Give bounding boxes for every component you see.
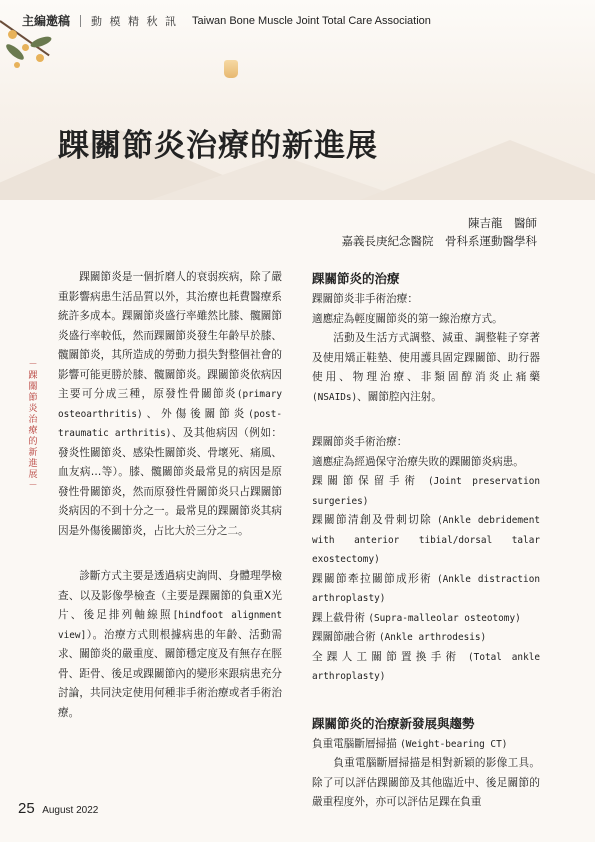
leaf-decoration — [29, 34, 52, 49]
surgical-item — [312, 628, 540, 648]
article-title: 踝關節炎治療的新進展 — [58, 128, 378, 164]
surgical-item-name: 踝關節保留手術 — [312, 475, 420, 487]
issue-date: August 2022 — [42, 805, 99, 816]
flower-decoration — [14, 62, 20, 68]
surgical-item-name: 踝關節融合術 — [312, 631, 376, 643]
surgical-item-name: 踝關節清創及骨刺切除 — [312, 514, 433, 526]
surgical-item-name: 全踝人工關節置換手術 — [312, 650, 461, 663]
surgical-item — [312, 609, 540, 629]
indication-text: 適應症為經過保守治療失敗的踝關節炎病患。 — [312, 455, 524, 468]
paragraph-text: ）。治療方式則根據病患的年齡、活動需求、關節炎的嚴重度、關節穩定度及有無存在脛骨、距骨、後足或踝關節內的變形來跟病患充分討論，共同決定使用何種非手術治療或者手術治療。 — [58, 628, 282, 719]
surgical-item-name: 踝關節牽拉關節成形術 — [312, 572, 433, 585]
body-paragraph — [312, 329, 540, 407]
left-column — [58, 268, 282, 723]
surgical-item-english: (Ankle arthrodesis) — [378, 632, 487, 643]
subheading — [312, 735, 540, 755]
lantern-icon — [224, 60, 238, 78]
surgical-item-english: (Total ankle arthroplasty) — [312, 651, 541, 682]
flower-decoration — [22, 44, 29, 51]
body-paragraph — [58, 567, 282, 723]
mountain-decoration — [360, 140, 595, 200]
side-vertical-label: － 踝關節炎治療的新進展 － — [28, 360, 38, 491]
paragraph-text: 踝關節炎是一個折磨人的衰弱疾病，除了嚴重影響病患生活品質以外，其治療也耗費醫療系統許多成本。踝關節炎盛行率雖然比膝、髖關節炎盛行率較低，然而踝關節炎發生年齡早於膝、髖關節炎，其所造成的勞動力損失對整個社會的影響可能更勝於膝、髖關節炎。踝關節炎依病因主要可分成三種，原發性骨關節炎 — [58, 271, 282, 400]
section-heading: 踝關節炎的治療新發展與趨勢 — [312, 715, 475, 731]
surgical-item-english: (Ankle distraction arthroplasty) — [312, 573, 540, 604]
page-number: 25 — [18, 800, 35, 817]
subheading: 踝關節炎手術治療： — [312, 436, 408, 448]
body-paragraph: 負重電腦斷層掃描是相對新穎的影像工具。除了可以評估踝關節及其他臨近中、後足關節的嚴重程度外，亦可以評估足踝在負重 — [312, 757, 540, 808]
english-term: [hindfoot alignment view] — [58, 610, 282, 641]
header-banner — [0, 0, 595, 200]
paragraph-text: 診斷方式主要是透過病史詢問、身體理學檢查、以及影像學檢查（主要是踝關節的負重X光片、後足排列軸線照 — [58, 570, 282, 621]
paragraph-text: 、外傷後關節炎 — [142, 407, 249, 420]
paragraph-text: 、及其他病因（例如：發炎性關節炎、感染性關節炎、骨壞死、痛風、血友病…等）。膝、髖關節炎最常見的病因是原發性骨關節炎，然而原發性骨關節炎只占踝關節炎病因的不到十分之一。最常見的踝關節炎其病因是外傷後關節炎，占比大於三分之二。 — [58, 427, 282, 537]
surgical-item-name: 踝上截骨術 — [312, 611, 365, 624]
running-header — [22, 12, 431, 29]
surgical-item — [312, 472, 540, 511]
section-label: 主編邀稿 — [22, 14, 71, 28]
newsletter-label: 動 模 精 秋 訊 — [91, 14, 179, 28]
flower-decoration — [36, 54, 44, 62]
english-term: (NSAIDs) — [312, 391, 358, 403]
surgical-item-english: (Supra-malleolar osteotomy) — [368, 612, 521, 624]
surgical-list — [312, 472, 540, 687]
page-footer — [18, 800, 98, 817]
flower-decoration — [8, 30, 17, 39]
surgical-item-english: (Ankle debridement with anterior tibial/dorsal talar exostectomy) — [312, 515, 540, 565]
subheading: 踝關節炎非手術治療： — [312, 293, 418, 305]
paragraph-text: 、關節腔內注射。 — [357, 390, 442, 403]
association-name: Taiwan Bone Muscle Joint Total Care Association — [192, 14, 431, 27]
section-heading: 踝關節炎的治療 — [312, 271, 400, 286]
english-term: (Weight-bearing CT) — [400, 738, 508, 750]
surgical-item — [312, 570, 540, 609]
author-affiliation: 嘉義長庚紀念醫院 骨科系運動醫學科 — [341, 234, 537, 248]
author-name: 陳吉龍 醫師 — [468, 216, 537, 230]
english-term: (post-traumatic arthritis) — [58, 408, 282, 439]
body-paragraph — [58, 268, 282, 541]
surgical-item-english: (Joint preservation surgeries) — [312, 476, 540, 507]
surgical-item — [312, 648, 540, 687]
english-term: (primary osteoarthritis) — [58, 389, 282, 420]
indication-text: 適應症為輕度關節炎的第一線治療方式。 — [312, 312, 503, 325]
right-column — [312, 268, 540, 813]
paragraph-text: 負重電腦斷層掃描 — [312, 737, 397, 750]
author-block — [342, 214, 538, 250]
paragraph-text: 活動及生活方式調整、減重、調整鞋子穿著及使用矯正鞋墊、使用護具固定踝關節、助行器使用、物理治療、非類固醇消炎止痛藥 — [312, 332, 540, 383]
header-divider — [80, 15, 81, 27]
surgical-item — [312, 511, 540, 570]
